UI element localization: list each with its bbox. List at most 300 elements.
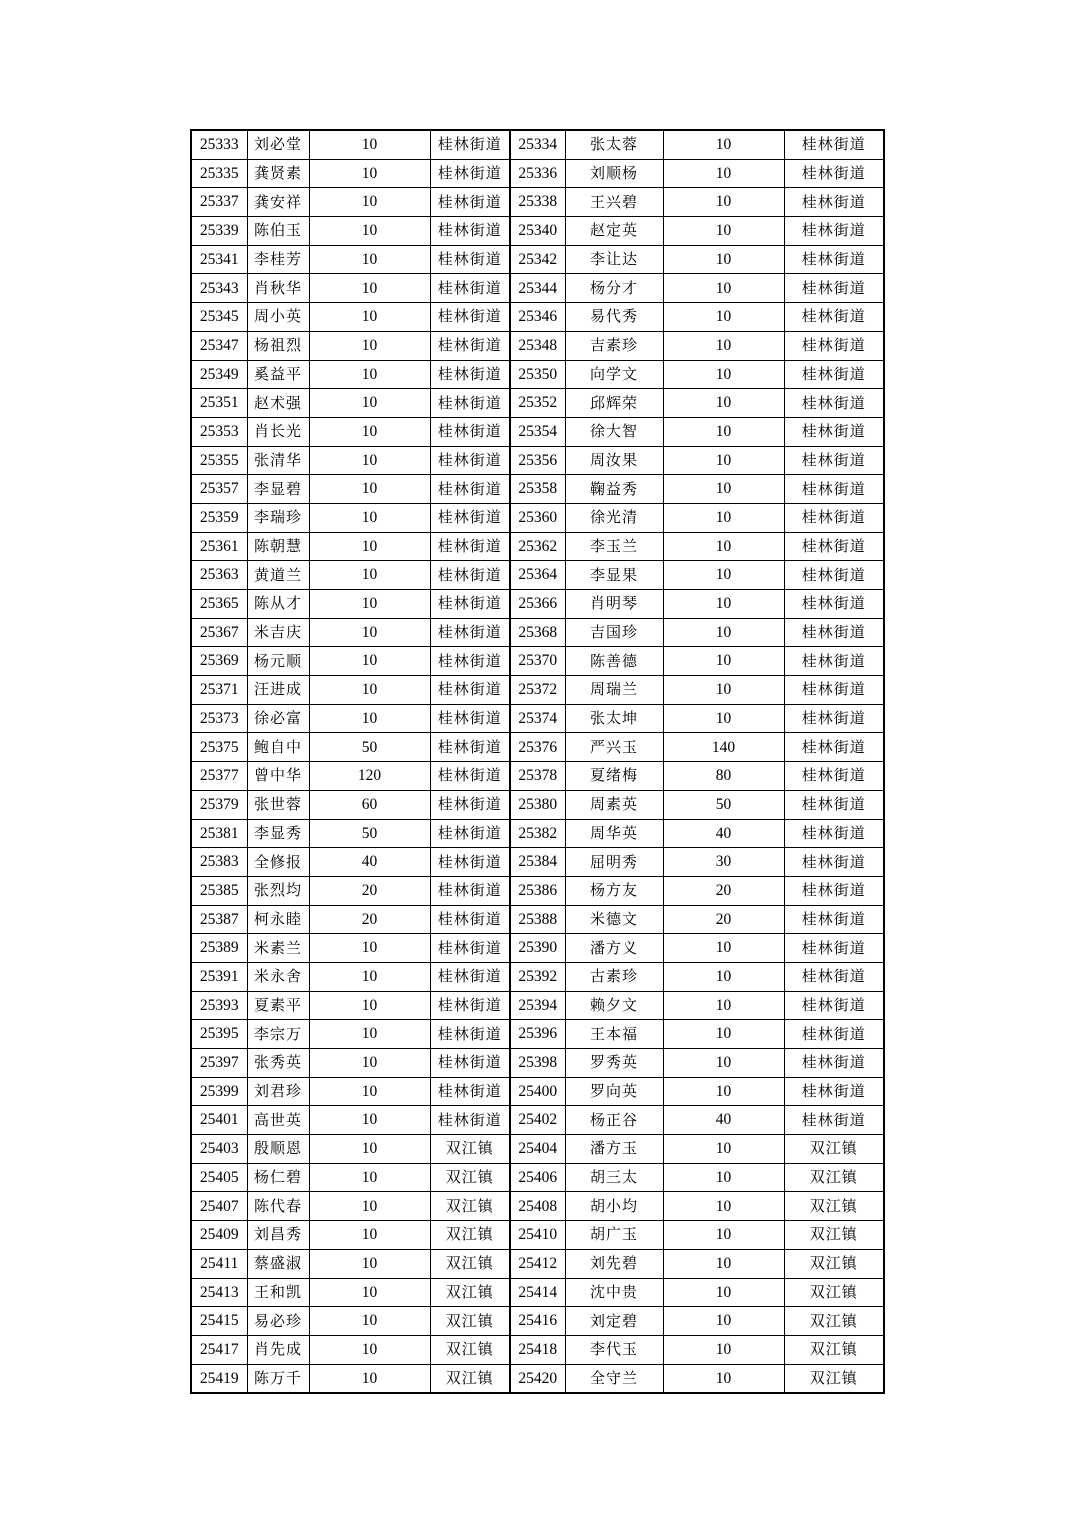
table-row: [191, 790, 884, 819]
record-id-cell: 25359: [191, 503, 247, 532]
person-name-cell: 米素兰: [247, 934, 309, 963]
amount-cell: 50: [309, 819, 430, 848]
person-name-cell: 汪进成: [247, 676, 309, 705]
town-name-cell: 桂林街道: [784, 331, 884, 360]
town-name-cell: 桂林街道: [784, 217, 884, 246]
amount-cell: 10: [309, 1020, 430, 1049]
person-name-cell: 易代秀: [565, 303, 663, 332]
table-row: [191, 618, 884, 647]
person-name-cell: 李瑞珍: [247, 503, 309, 532]
amount-cell: 10: [663, 446, 784, 475]
town-name-cell: 桂林街道: [784, 647, 884, 676]
record-id-cell: 25387: [191, 905, 247, 934]
person-name-cell: 周小英: [247, 303, 309, 332]
record-id-cell: 25406: [510, 1163, 565, 1192]
amount-cell: 10: [663, 1049, 784, 1078]
table-row: [191, 848, 884, 877]
record-id-cell: 25379: [191, 790, 247, 819]
person-name-cell: 古素珍: [565, 962, 663, 991]
amount-cell: 10: [309, 618, 430, 647]
record-id-cell: 25386: [510, 876, 565, 905]
person-name-cell: 沈中贵: [565, 1278, 663, 1307]
amount-cell: 10: [309, 217, 430, 246]
table-row: [191, 446, 884, 475]
town-name-cell: 双江镇: [430, 1135, 510, 1164]
town-name-cell: 桂林街道: [784, 417, 884, 446]
record-id-cell: 25392: [510, 962, 565, 991]
amount-cell: 10: [663, 360, 784, 389]
amount-cell: 10: [663, 389, 784, 418]
person-name-cell: 杨方友: [565, 876, 663, 905]
town-name-cell: 桂林街道: [430, 762, 510, 791]
record-id-cell: 25384: [510, 848, 565, 877]
town-name-cell: 双江镇: [430, 1278, 510, 1307]
town-name-cell: 桂林街道: [784, 991, 884, 1020]
record-id-cell: 25334: [510, 130, 565, 159]
table-row: [191, 1307, 884, 1336]
person-name-cell: 李代玉: [565, 1335, 663, 1364]
record-id-cell: 25346: [510, 303, 565, 332]
amount-cell: 60: [309, 790, 430, 819]
amount-cell: 10: [309, 1135, 430, 1164]
table-row: [191, 1278, 884, 1307]
town-name-cell: 双江镇: [784, 1163, 884, 1192]
person-name-cell: 肖秋华: [247, 274, 309, 303]
record-id-cell: 25345: [191, 303, 247, 332]
person-name-cell: 张太坤: [565, 704, 663, 733]
town-name-cell: 桂林街道: [430, 1049, 510, 1078]
table-row: [191, 1249, 884, 1278]
person-name-cell: 肖明琴: [565, 590, 663, 619]
table-row: [191, 1192, 884, 1221]
town-name-cell: 桂林街道: [430, 676, 510, 705]
person-name-cell: 张秀英: [247, 1049, 309, 1078]
record-id-cell: 25383: [191, 848, 247, 877]
amount-cell: 10: [309, 130, 430, 159]
amount-cell: 10: [663, 1249, 784, 1278]
town-name-cell: 桂林街道: [784, 876, 884, 905]
amount-cell: 30: [663, 848, 784, 877]
amount-cell: 10: [663, 532, 784, 561]
town-name-cell: 桂林街道: [784, 561, 884, 590]
table-row: [191, 876, 884, 905]
table-row: [191, 217, 884, 246]
town-name-cell: 桂林街道: [430, 274, 510, 303]
person-name-cell: 赵定英: [565, 217, 663, 246]
table-row: [191, 590, 884, 619]
record-id-cell: 25395: [191, 1020, 247, 1049]
amount-cell: 10: [663, 1077, 784, 1106]
town-name-cell: 桂林街道: [430, 303, 510, 332]
town-name-cell: 桂林街道: [430, 790, 510, 819]
amount-cell: 20: [663, 905, 784, 934]
record-id-cell: 25404: [510, 1135, 565, 1164]
person-name-cell: 米永舍: [247, 962, 309, 991]
person-name-cell: 杨仁碧: [247, 1163, 309, 1192]
person-name-cell: 肖先成: [247, 1335, 309, 1364]
person-name-cell: 王兴碧: [565, 188, 663, 217]
amount-cell: 10: [663, 475, 784, 504]
person-name-cell: 李显碧: [247, 475, 309, 504]
person-name-cell: 刘定碧: [565, 1307, 663, 1336]
amount-cell: 10: [663, 1364, 784, 1393]
table-row: [191, 188, 884, 217]
town-name-cell: 桂林街道: [430, 819, 510, 848]
record-id-cell: 25358: [510, 475, 565, 504]
town-name-cell: 桂林街道: [784, 676, 884, 705]
town-name-cell: 桂林街道: [430, 647, 510, 676]
person-name-cell: 张清华: [247, 446, 309, 475]
person-name-cell: 张烈均: [247, 876, 309, 905]
person-name-cell: 杨分才: [565, 274, 663, 303]
person-name-cell: 杨正谷: [565, 1106, 663, 1135]
table-row: [191, 819, 884, 848]
amount-cell: 10: [309, 503, 430, 532]
record-id-cell: 25356: [510, 446, 565, 475]
town-name-cell: 双江镇: [430, 1192, 510, 1221]
amount-cell: 10: [663, 647, 784, 676]
town-name-cell: 桂林街道: [784, 245, 884, 274]
amount-cell: 20: [663, 876, 784, 905]
record-id-cell: 25412: [510, 1249, 565, 1278]
person-name-cell: 王和凯: [247, 1278, 309, 1307]
record-id-cell: 25337: [191, 188, 247, 217]
amount-cell: 10: [309, 590, 430, 619]
town-name-cell: 桂林街道: [430, 389, 510, 418]
amount-cell: 20: [309, 876, 430, 905]
record-id-cell: 25385: [191, 876, 247, 905]
record-id-cell: 25371: [191, 676, 247, 705]
town-name-cell: 桂林街道: [430, 962, 510, 991]
amount-cell: 10: [663, 676, 784, 705]
record-id-cell: 25339: [191, 217, 247, 246]
record-id-cell: 25417: [191, 1335, 247, 1364]
amount-cell: 50: [309, 733, 430, 762]
record-id-cell: 25365: [191, 590, 247, 619]
amount-cell: 10: [663, 1307, 784, 1336]
table-row: [191, 1221, 884, 1250]
record-id-cell: 25362: [510, 532, 565, 561]
record-id-cell: 25367: [191, 618, 247, 647]
amount-cell: 10: [663, 188, 784, 217]
person-name-cell: 胡小均: [565, 1192, 663, 1221]
amount-cell: 10: [309, 1364, 430, 1393]
record-id-cell: 25390: [510, 934, 565, 963]
record-id-cell: 25352: [510, 389, 565, 418]
person-name-cell: 刘昌秀: [247, 1221, 309, 1250]
person-name-cell: 罗秀英: [565, 1049, 663, 1078]
town-name-cell: 桂林街道: [430, 848, 510, 877]
town-name-cell: 桂林街道: [784, 790, 884, 819]
town-name-cell: 双江镇: [784, 1221, 884, 1250]
table-row: [191, 360, 884, 389]
record-id-cell: 25410: [510, 1221, 565, 1250]
table-row: [191, 532, 884, 561]
amount-cell: 10: [663, 274, 784, 303]
record-id-cell: 25388: [510, 905, 565, 934]
table-row: [191, 1163, 884, 1192]
amount-cell: 10: [309, 1077, 430, 1106]
record-id-cell: 25351: [191, 389, 247, 418]
table-row: [191, 389, 884, 418]
amount-cell: 10: [663, 303, 784, 332]
town-name-cell: 桂林街道: [784, 704, 884, 733]
table-body: [191, 130, 884, 1393]
record-id-cell: 25343: [191, 274, 247, 303]
town-name-cell: 桂林街道: [784, 590, 884, 619]
amount-cell: 10: [663, 991, 784, 1020]
record-id-cell: 25393: [191, 991, 247, 1020]
amount-cell: 10: [309, 188, 430, 217]
amount-cell: 10: [309, 159, 430, 188]
person-name-cell: 陈朝慧: [247, 532, 309, 561]
amount-cell: 10: [309, 962, 430, 991]
person-name-cell: 李显秀: [247, 819, 309, 848]
table-row: [191, 905, 884, 934]
record-id-cell: 25338: [510, 188, 565, 217]
person-name-cell: 刘顺杨: [565, 159, 663, 188]
town-name-cell: 桂林街道: [784, 962, 884, 991]
amount-cell: 10: [663, 217, 784, 246]
town-name-cell: 双江镇: [784, 1135, 884, 1164]
person-name-cell: 李桂芳: [247, 245, 309, 274]
person-name-cell: 潘方玉: [565, 1135, 663, 1164]
record-id-cell: 25376: [510, 733, 565, 762]
person-name-cell: 夏素平: [247, 991, 309, 1020]
person-name-cell: 龚安祥: [247, 188, 309, 217]
amount-cell: 10: [309, 417, 430, 446]
record-id-cell: 25368: [510, 618, 565, 647]
town-name-cell: 双江镇: [784, 1307, 884, 1336]
record-id-cell: 25408: [510, 1192, 565, 1221]
town-name-cell: 桂林街道: [784, 733, 884, 762]
person-name-cell: 肖长光: [247, 417, 309, 446]
record-id-cell: 25354: [510, 417, 565, 446]
record-id-cell: 25415: [191, 1307, 247, 1336]
table-row: [191, 962, 884, 991]
person-name-cell: 鲍自中: [247, 733, 309, 762]
town-name-cell: 桂林街道: [430, 360, 510, 389]
amount-cell: 10: [663, 417, 784, 446]
town-name-cell: 桂林街道: [430, 618, 510, 647]
record-id-cell: 25374: [510, 704, 565, 733]
town-name-cell: 桂林街道: [784, 389, 884, 418]
amount-cell: 10: [309, 475, 430, 504]
amount-cell: 10: [309, 991, 430, 1020]
town-name-cell: 桂林街道: [430, 1020, 510, 1049]
amount-cell: 10: [309, 934, 430, 963]
person-name-cell: 严兴玉: [565, 733, 663, 762]
town-name-cell: 桂林街道: [430, 704, 510, 733]
person-name-cell: 李显果: [565, 561, 663, 590]
person-name-cell: 吉素珍: [565, 331, 663, 360]
record-id-cell: 25413: [191, 1278, 247, 1307]
table-row: [191, 417, 884, 446]
amount-cell: 40: [663, 819, 784, 848]
record-id-cell: 25409: [191, 1221, 247, 1250]
town-name-cell: 桂林街道: [430, 561, 510, 590]
town-name-cell: 桂林街道: [430, 934, 510, 963]
record-id-cell: 25377: [191, 762, 247, 791]
record-id-cell: 25369: [191, 647, 247, 676]
record-id-cell: 25401: [191, 1106, 247, 1135]
record-id-cell: 25372: [510, 676, 565, 705]
person-name-cell: 徐必富: [247, 704, 309, 733]
amount-cell: 10: [309, 446, 430, 475]
amount-cell: 10: [309, 331, 430, 360]
amount-cell: 120: [309, 762, 430, 791]
record-id-cell: 25373: [191, 704, 247, 733]
town-name-cell: 桂林街道: [784, 1077, 884, 1106]
record-id-cell: 25349: [191, 360, 247, 389]
record-id-cell: 25382: [510, 819, 565, 848]
town-name-cell: 桂林街道: [784, 1020, 884, 1049]
town-name-cell: 桂林街道: [784, 446, 884, 475]
record-id-cell: 25394: [510, 991, 565, 1020]
person-name-cell: 王本福: [565, 1020, 663, 1049]
record-id-cell: 25391: [191, 962, 247, 991]
town-name-cell: 桂林街道: [784, 618, 884, 647]
amount-cell: 10: [663, 561, 784, 590]
person-name-cell: 龚贤素: [247, 159, 309, 188]
table-row: [191, 1106, 884, 1135]
person-name-cell: 杨元顺: [247, 647, 309, 676]
person-name-cell: 黄道兰: [247, 561, 309, 590]
amount-cell: 20: [309, 905, 430, 934]
person-name-cell: 李宗万: [247, 1020, 309, 1049]
record-id-cell: 25344: [510, 274, 565, 303]
amount-cell: 10: [663, 934, 784, 963]
amount-cell: 10: [309, 274, 430, 303]
person-name-cell: 陈代春: [247, 1192, 309, 1221]
table-row: [191, 159, 884, 188]
record-id-cell: 25364: [510, 561, 565, 590]
record-id-cell: 25416: [510, 1307, 565, 1336]
amount-cell: 10: [663, 331, 784, 360]
amount-cell: 140: [663, 733, 784, 762]
town-name-cell: 桂林街道: [430, 245, 510, 274]
town-name-cell: 桂林街道: [430, 159, 510, 188]
amount-cell: 10: [663, 245, 784, 274]
town-name-cell: 双江镇: [784, 1278, 884, 1307]
person-name-cell: 夏绪梅: [565, 762, 663, 791]
amount-cell: 10: [309, 676, 430, 705]
record-id-cell: 25340: [510, 217, 565, 246]
record-id-cell: 25350: [510, 360, 565, 389]
record-id-cell: 25353: [191, 417, 247, 446]
town-name-cell: 桂林街道: [430, 905, 510, 934]
town-name-cell: 双江镇: [430, 1163, 510, 1192]
person-name-cell: 胡广玉: [565, 1221, 663, 1250]
record-id-cell: 25355: [191, 446, 247, 475]
record-id-cell: 25419: [191, 1364, 247, 1393]
town-name-cell: 桂林街道: [430, 1077, 510, 1106]
town-name-cell: 桂林街道: [784, 360, 884, 389]
town-name-cell: 桂林街道: [784, 303, 884, 332]
person-name-cell: 屈明秀: [565, 848, 663, 877]
town-name-cell: 桂林街道: [784, 1106, 884, 1135]
record-id-cell: 25389: [191, 934, 247, 963]
amount-cell: 10: [663, 503, 784, 532]
person-name-cell: 刘先碧: [565, 1249, 663, 1278]
table-row: [191, 503, 884, 532]
table-row: [191, 331, 884, 360]
table-row: [191, 245, 884, 274]
town-name-cell: 双江镇: [430, 1249, 510, 1278]
amount-cell: 10: [663, 590, 784, 619]
table-row: [191, 1020, 884, 1049]
person-name-cell: 米德文: [565, 905, 663, 934]
record-id-cell: 25407: [191, 1192, 247, 1221]
town-name-cell: 桂林街道: [784, 130, 884, 159]
person-name-cell: 周瑞兰: [565, 676, 663, 705]
town-name-cell: 桂林街道: [784, 159, 884, 188]
person-name-cell: 高世英: [247, 1106, 309, 1135]
amount-cell: 10: [309, 303, 430, 332]
town-name-cell: 桂林街道: [430, 417, 510, 446]
table-row: [191, 1077, 884, 1106]
town-name-cell: 桂林街道: [784, 188, 884, 217]
person-name-cell: 向学文: [565, 360, 663, 389]
record-id-cell: 25414: [510, 1278, 565, 1307]
amount-cell: 10: [663, 1020, 784, 1049]
town-name-cell: 双江镇: [430, 1335, 510, 1364]
town-name-cell: 桂林街道: [784, 905, 884, 934]
record-id-cell: 25341: [191, 245, 247, 274]
town-name-cell: 桂林街道: [784, 848, 884, 877]
record-id-cell: 25360: [510, 503, 565, 532]
amount-cell: 10: [663, 1221, 784, 1250]
table-row: [191, 475, 884, 504]
record-id-cell: 25396: [510, 1020, 565, 1049]
person-name-cell: 刘君珍: [247, 1077, 309, 1106]
person-name-cell: 易必珍: [247, 1307, 309, 1336]
town-name-cell: 桂林街道: [430, 331, 510, 360]
table-row: [191, 303, 884, 332]
record-id-cell: 25370: [510, 647, 565, 676]
town-name-cell: 桂林街道: [430, 1106, 510, 1135]
person-name-cell: 李让达: [565, 245, 663, 274]
person-name-cell: 米吉庆: [247, 618, 309, 647]
amount-cell: 50: [663, 790, 784, 819]
person-name-cell: 全守兰: [565, 1364, 663, 1393]
town-name-cell: 桂林街道: [430, 532, 510, 561]
table-row: [191, 934, 884, 963]
record-id-cell: 25347: [191, 331, 247, 360]
town-name-cell: 桂林街道: [430, 475, 510, 504]
town-name-cell: 桂林街道: [430, 590, 510, 619]
amount-cell: 10: [309, 360, 430, 389]
record-id-cell: 25397: [191, 1049, 247, 1078]
person-name-cell: 陈伯玉: [247, 217, 309, 246]
person-name-cell: 赖夕文: [565, 991, 663, 1020]
amount-cell: 10: [309, 389, 430, 418]
town-name-cell: 双江镇: [784, 1192, 884, 1221]
amount-cell: 40: [309, 848, 430, 877]
amount-cell: 10: [309, 1249, 430, 1278]
table-row: [191, 1364, 884, 1393]
record-id-cell: 25366: [510, 590, 565, 619]
person-name-cell: 陈从才: [247, 590, 309, 619]
table-row: [191, 704, 884, 733]
town-name-cell: 桂林街道: [784, 1049, 884, 1078]
town-name-cell: 桂林街道: [430, 733, 510, 762]
record-id-cell: 25363: [191, 561, 247, 590]
record-id-cell: 25418: [510, 1335, 565, 1364]
town-name-cell: 桂林街道: [430, 188, 510, 217]
table-row: [191, 1049, 884, 1078]
table-row: [191, 733, 884, 762]
